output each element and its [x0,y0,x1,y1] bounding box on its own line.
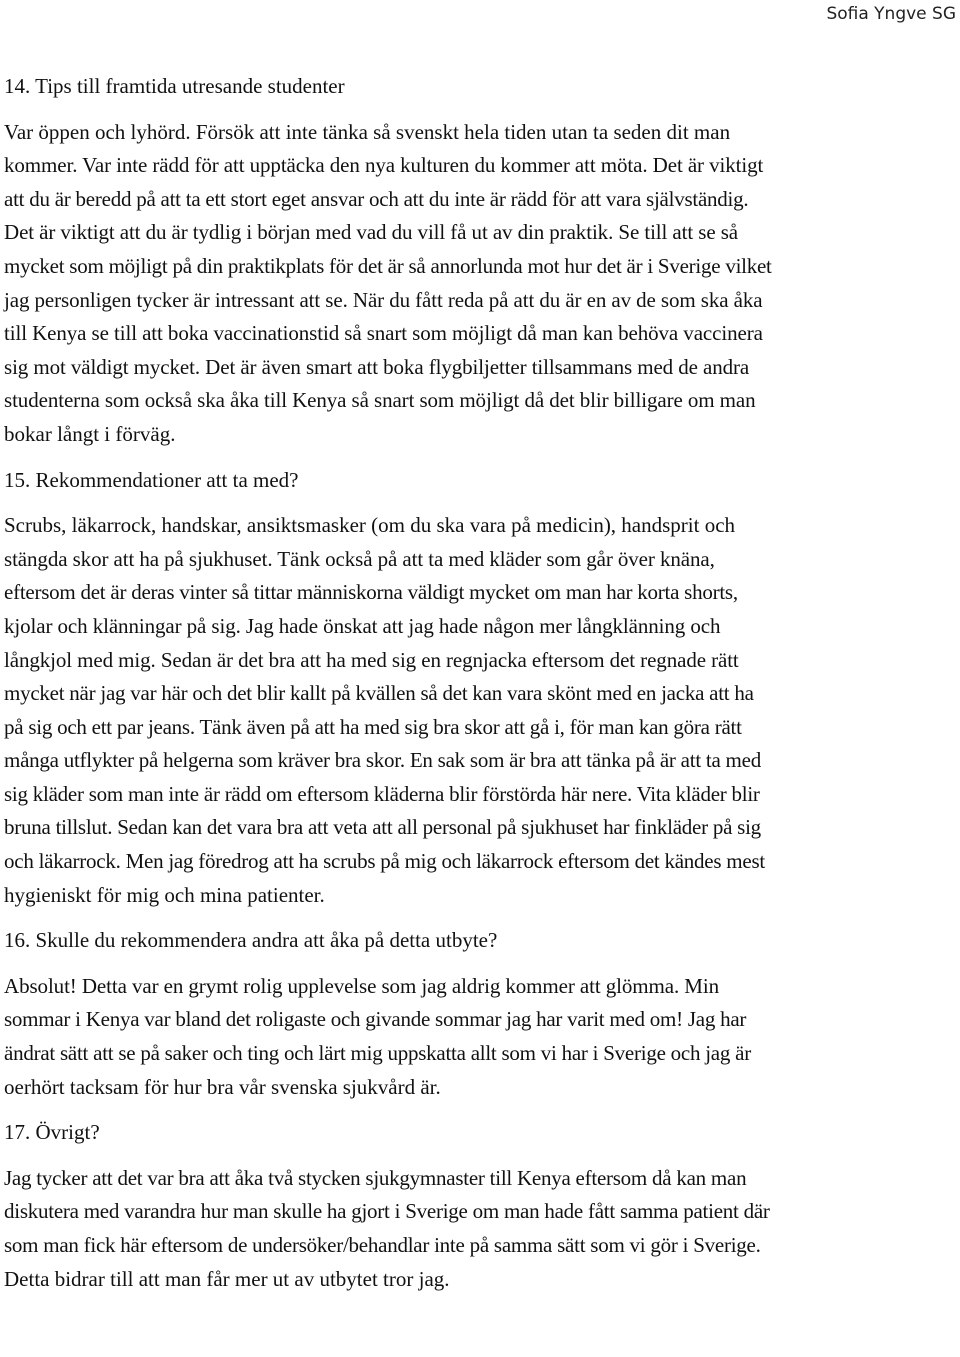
section-paragraph [4,1162,958,1296]
text-line: mycket när jag var här och det blir kallt på kvällen så det kan vara skönt med en jacka att ha [4,681,754,706]
text-line: jag personligen tycker är intressant att se. När du fått reda på att du är en av de som ska åka [4,287,763,312]
text-line: mycket som möjligt på din praktikplats för det är så annorlunda mot hur det är i Sverige vilket [4,253,772,278]
section-16 [4,924,958,1104]
section-paragraph [4,116,958,452]
section-heading: 14. Tips till framtida utresande studenter [4,74,345,98]
text-line: hygieniskt för mig och mina patienter. [4,882,325,907]
text-line: Detta bidrar till att man får mer ut av utbytet tror jag. [4,1266,450,1291]
text-line: diskutera med varandra hur man skulle ha gjort i Sverige om man hade fått samma patient där [4,1199,770,1224]
text-line: Var öppen och lyhörd. Försök att inte tänka så svenskt hela tiden utan ta seden dit man [4,119,731,144]
text-line: att du är beredd på att ta ett stort eget ansvar och att du inte är rädd för att vara självständig. [4,186,749,211]
text-line: stängda skor att ha på sjukhuset. Tänk också på att ta med kläder som går över knäna, [4,546,715,571]
text-line: Scrubs, läkarrock, handskar, ansiktsmasker (om du ska vara på medicin), handsprit och [4,513,736,538]
text-line: bokar långt i förväg. [4,421,176,446]
text-line: många utflykter på helgerna som kräver bra skor. En sak som är bra att tänka på är att ta med [4,748,761,773]
section-heading: 15. Rekommendationer att ta med? [4,467,299,492]
text-line: Absolut! Detta var en grymt rolig upplevelse som jag aldrig kommer att glömma. Min [4,973,719,998]
section-17 [4,1116,958,1296]
text-line: eftersom det är deras vinter så tittar människorna väldigt mycket om man har korta shorts, [4,580,738,605]
section-paragraph [4,509,958,912]
text-line: långkjol med mig. Sedan är det bra att ha med sig en regnjacka eftersom det regnade rätt [4,647,739,672]
section-heading: 17. Övrigt? [4,1120,100,1145]
text-line: och läkarrock. Men jag föredrog att ha scrubs på mig och läkarrock eftersom det kändes mest [4,849,765,874]
text-line: på sig och ett par jeans. Tänk även på att ha med sig bra skor att gå i, för man kan göra rätt [4,714,742,739]
document-body [4,70,958,1296]
section-14 [4,70,958,452]
text-line: som man fick här eftersom de undersöker/behandlar inte på samma sätt som vi gör i Sverige. [4,1233,761,1257]
text-line: till Kenya se till att boka vaccinationstid så snart som möjligt då man kan behöva vaccinera [4,321,763,346]
section-paragraph [4,970,958,1104]
text-line: Det är viktigt att du är tydlig i början med vad du vill få ut av din praktik. Se till att se så [4,220,738,245]
text-line: sig kläder som man inte är rädd om eftersom kläderna blir förstörda här nere. Vita kläder blir [4,781,760,806]
section-15 [4,464,958,913]
text-line: kjolar och klänningar på sig. Jag hade önskat att jag hade någon mer långklänning och [4,613,721,638]
section-heading: 16. Skulle du rekommendera andra att åka på detta utbyte? [4,928,498,953]
text-line: sig mot väldigt mycket. Det är även smart att boka flygbiljetter tillsammans med de andra [4,354,750,379]
text-line: bruna tillslut. Sedan kan det vara bra att veta att all personal på sjukhuset har finkläder på sig [4,815,761,840]
text-line: studenterna som också ska åka till Kenya så snart som möjligt då det blir billigare om man [4,388,756,413]
text-line: sommar i Kenya var bland det roligaste och givande sommar jag har varit med om! Jag har [4,1007,747,1032]
text-line: oerhört tacksam för hur bra vår svenska sjukvård är. [4,1074,441,1099]
text-line: Jag tycker att det var bra att åka två stycken sjukgymnaster till Kenya eftersom då kan man [4,1165,747,1190]
text-line: ändrat sätt att se på saker och ting och lärt mig uppskatta allt som vi har i Sverige och jag är [4,1041,751,1066]
text-line: kommer. Var inte rädd för att upptäcka den nya kulturen du kommer att möta. Det är viktigt [4,153,764,178]
header-author-name: Sofia Yngve SG [826,4,956,24]
